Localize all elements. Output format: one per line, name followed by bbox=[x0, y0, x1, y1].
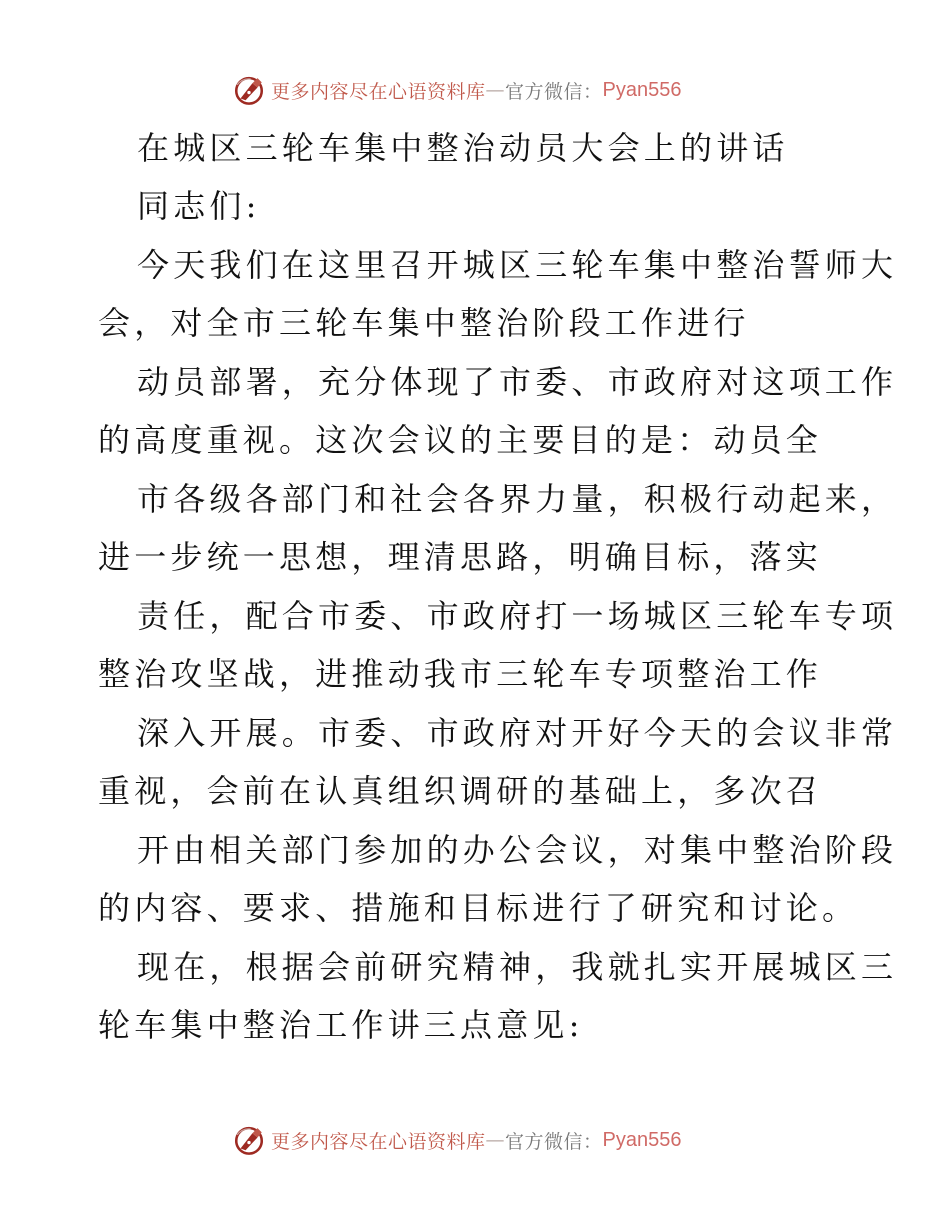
pen-nib-circle-icon bbox=[232, 1123, 266, 1157]
watermark-main-text: 更多内容尽在心语资料库 bbox=[271, 1130, 486, 1153]
text-line: 进一步统一思想，理清思路，明确目标，落实 bbox=[98, 538, 823, 576]
text-line: 的内容、要求、措施和目标进行了研究和讨论。 bbox=[98, 889, 859, 927]
pen-nib-circle-icon bbox=[232, 73, 266, 107]
text-line: 动员部署，充分体现了市委、市政府对这项工作 bbox=[137, 363, 898, 401]
watermark-wechat-id: Pyan556 bbox=[602, 1128, 682, 1151]
text-line: 会，对全市三轮车集中整治阶段工作进行 bbox=[98, 304, 750, 342]
watermark-dash: — bbox=[485, 79, 506, 101]
header-watermark bbox=[232, 70, 682, 110]
text-line: 开由相关部门参加的办公会议，对集中整治阶段 bbox=[137, 831, 898, 869]
watermark-label: 官方微信： bbox=[505, 1130, 603, 1153]
text-line: 整治攻坚战，进推动我市三轮车专项整治工作 bbox=[98, 655, 823, 693]
watermark-label: 官方微信： bbox=[505, 80, 603, 103]
document-title: 在城区三轮车集中整治动员大会上的讲话 bbox=[137, 129, 789, 167]
watermark-dash: — bbox=[485, 1129, 506, 1151]
footer-watermark bbox=[232, 1120, 682, 1160]
text-line: 深入开展。市委、市政府对开好今天的会议非常 bbox=[137, 714, 898, 752]
watermark-wechat-id: Pyan556 bbox=[602, 78, 682, 101]
text-line: 轮车集中整治工作讲三点意见: bbox=[98, 1006, 584, 1044]
text-line: 重视，会前在认真组织调研的基础上，多次召 bbox=[98, 772, 823, 810]
text-line: 责任，配合市委、市政府打一场城区三轮车专项 bbox=[137, 597, 898, 635]
text-line: 市各级各部门和社会各界力量，积极行动起来， bbox=[137, 480, 898, 518]
watermark-main-text: 更多内容尽在心语资料库 bbox=[271, 80, 486, 103]
text-line: 现在，根据会前研究精神，我就扎实开展城区三 bbox=[137, 948, 898, 986]
text-line: 的高度重视。这次会议的主要目的是：动员全 bbox=[98, 421, 823, 459]
text-line: 今天我们在这里召开城区三轮车集中整治誓师大 bbox=[137, 246, 898, 284]
salutation: 同志们: bbox=[137, 187, 261, 225]
